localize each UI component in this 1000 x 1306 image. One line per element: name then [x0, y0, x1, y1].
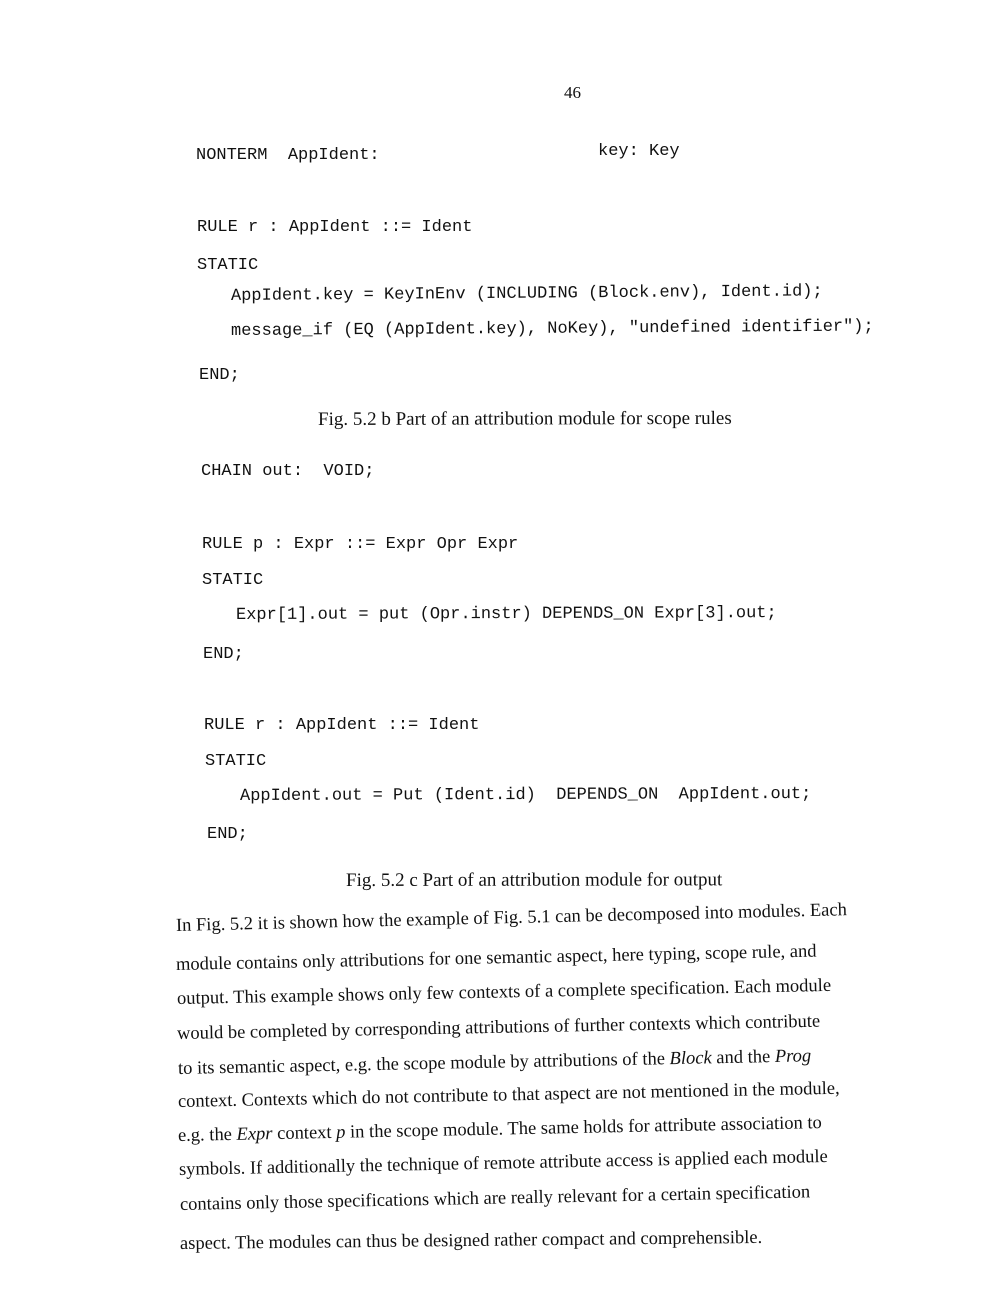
paragraph-text: context — [272, 1122, 337, 1145]
paragraph-text: e.g. the — [177, 1124, 237, 1146]
code-line: STATIC — [202, 571, 264, 590]
paragraph-text: and the — [711, 1047, 776, 1069]
chain-declaration: CHAIN out: VOID; — [201, 462, 375, 481]
code-line: RULE r : AppIdent ::= Ident — [197, 218, 473, 237]
code-line: STATIC — [197, 256, 259, 275]
paragraph-line — [178, 1047, 812, 1078]
emphasis-prog: Prog — [774, 1046, 812, 1068]
figure-caption-c: Fig. 5.2 c Part of an attribution module for output — [345, 869, 723, 891]
code-line: message_if (EQ (AppIdent.key), NoKey), "undefined identifier"); — [230, 317, 874, 341]
page-number: 46 — [564, 83, 581, 102]
emphasis-expr: Expr — [236, 1124, 273, 1145]
paragraph-line: contains only those specifications which are really relevant for a certain specification — [179, 1182, 811, 1215]
nonterm-declaration: NONTERM AppIdent: — [196, 146, 380, 165]
code-line: AppIdent.out = Put (Ident.id) DEPENDS_ON AppIdent.out; — [239, 785, 812, 806]
emphasis-block: Block — [669, 1048, 712, 1070]
emphasis-p: p — [335, 1122, 346, 1143]
paragraph-text: to its semantic aspect, e.g. the scope module by attributions of the — [177, 1049, 670, 1079]
paragraph-line: output. This example shows only few contexts of a complete specification. Each module — [176, 975, 832, 1009]
figure-caption-b: Fig. 5.2 b Part of an attribution module for scope rules — [317, 407, 732, 430]
paragraph-line: context. Contexts which do not contribute to that aspect are not mentioned in the module, — [177, 1078, 840, 1112]
code-line: RULE p : Expr ::= Expr Opr Expr — [202, 535, 519, 554]
code-line: AppIdent.key = KeyInEnv (INCLUDING (Block.env), Ident.id); — [230, 282, 823, 306]
code-line: STATIC — [205, 752, 267, 771]
code-line: END; — [203, 645, 244, 664]
paragraph-line — [178, 1114, 822, 1145]
code-line: Expr[1].out = put (Opr.instr) DEPENDS_ON Expr[3].out; — [235, 604, 777, 625]
paragraph-text: in the scope module. The same holds for attribute association to — [345, 1113, 823, 1143]
nonterm-type: key: Key — [598, 142, 680, 161]
code-line: END; — [207, 825, 248, 844]
paragraph-line: aspect. The modules can thus be designed rather compact and comprehensible. — [179, 1227, 763, 1254]
paragraph-line: module contains only attributions for one semantic aspect, here typing, scope rule, and — [175, 941, 817, 975]
code-line: RULE r : AppIdent ::= Ident — [204, 716, 480, 735]
paragraph-line: symbols. If additionally the technique of remote attribute access is applied each module — [178, 1146, 828, 1180]
code-line: END; — [199, 366, 240, 385]
paragraph-line: would be completed by corresponding attributions of further contexts which contribute — [176, 1011, 821, 1044]
paragraph-line: In Fig. 5.2 it is shown how the example of Fig. 5.1 can be decomposed into modules. Each — [175, 900, 848, 936]
